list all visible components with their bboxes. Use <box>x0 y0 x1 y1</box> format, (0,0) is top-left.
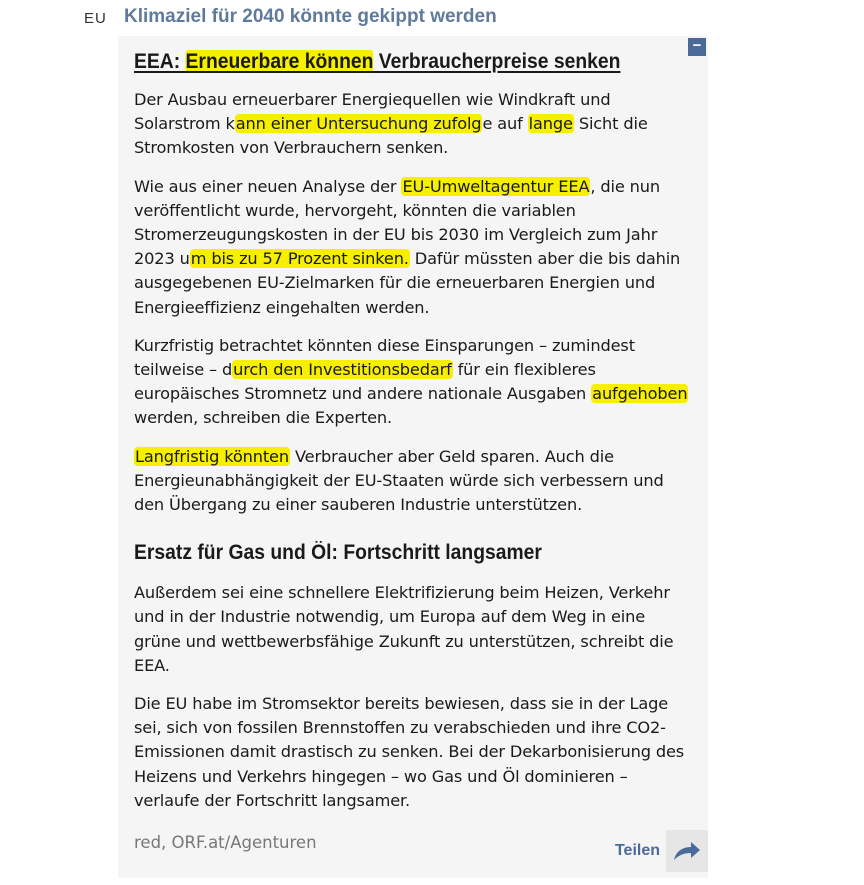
highlight: ann einer Untersuchung zufolg <box>235 114 482 134</box>
highlight: lange <box>528 114 573 134</box>
highlight: Erneuerbare können <box>185 50 374 73</box>
highlight: aufgehoben <box>592 384 688 404</box>
source-credit: red, ORF.at/Agenturen <box>134 833 317 853</box>
region-label: EU <box>84 10 107 27</box>
highlight: Langfristig könnten <box>135 446 289 466</box>
paragraph-5: Außerdem sei eine schnellere Elektrifizierung beim Heizen, Verkehr und in der Industrie notwendig, um Europa auf dem Weg in eine grüne und wettbewerbsfähige Zukunft zu unterstützen, schreibt die EEA. <box>134 583 674 675</box>
paragraph-4: Langfristig könnten Verbraucher aber Geld sparen. Auch die Energieunabhängigkeit der EU-Staaten würde sich verbessern und den Übergang zu einer sauberen Industrie unterstützen. <box>134 446 664 515</box>
highlight: EU-Umweltagentur EEA <box>402 176 590 196</box>
share-button[interactable] <box>615 830 708 872</box>
article-title: EEA: Erneuerbare können Verbraucherpreise senken <box>134 50 621 73</box>
highlight: urch den Investitionsbedarf <box>233 360 452 380</box>
highlight: m bis zu 57 Prozent sinken. <box>190 249 409 269</box>
section-subtitle: Ersatz für Gas und Öl: Fortschritt langsamer <box>134 541 542 565</box>
share-label[interactable]: Teilen <box>614 842 660 859</box>
paragraph-2: Wie aus einer neuen Analyse der EU-Umweltagentur EEA, die nun veröffentlicht wurde, hervorgeht, könnten die variablen Stromerzeugungskosten in der EU bis 2030 im Vergleich zum Jahr 2023 um bis zu 57 Prozent sinken. Dafür müssten aber die bis dahin ausgegebenen EU-Zielmarken für die erneuerbaren Energien und Energieeffizienz eingehalten werden. <box>134 176 681 317</box>
story-card <box>118 36 708 878</box>
paragraph-1: Der Ausbau erneuerbarer Energiequellen wie Windkraft und Solarstrom kann einer Untersuchung zufolge auf lange Sicht die Stromkosten von Verbrauchern senken. <box>134 90 648 158</box>
share-arrow-icon[interactable] <box>666 830 708 872</box>
paragraph-3: Kurzfristig betrachtet könnten diese Einsparungen – zumindest teilweise – durch den Investitionsbedarf für ein flexibleres europäisches Stromnetz und andere nationale Ausgaben aufgehoben werden, schreiben die Experten. <box>134 335 688 428</box>
paragraph-6: Die EU habe im Stromsektor bereits bewiesen, dass sie in der Lage sei, sich von fossilen Brennstoffen zu verabschieden und ihre CO2-Emissionen damit drastisch zu senken. Bei der Dekarbonisierung des Heizens und Verkehrs hingegen – wo Gas und Öl dominieren – verlaufe der Fortschritt langsamer. <box>134 694 685 810</box>
collapse-button[interactable]: − <box>688 38 706 56</box>
story-headline[interactable]: Klimaziel für 2040 könnte gekippt werden <box>124 6 497 27</box>
